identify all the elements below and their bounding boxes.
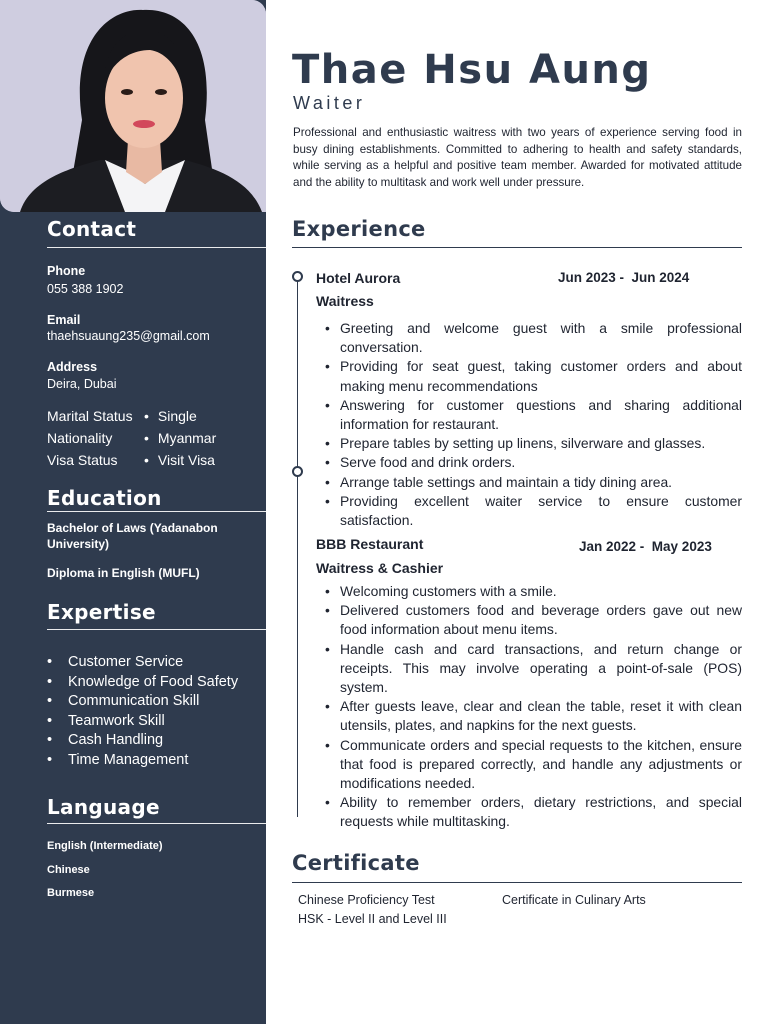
language-item: Chinese: [47, 864, 90, 876]
sidebar: [0, 0, 266, 1024]
education-item: Bachelor of Laws (Yadanabon University): [47, 521, 218, 551]
list-item: • Greeting and welcome guest with a smile professional conversation.: [340, 319, 742, 357]
list-item: • Prepare tables by setting up linens, silverware and glasses.: [340, 434, 742, 453]
list-item: • Providing excellent waiter service to ensure customer satisfaction.: [340, 492, 742, 530]
language-divider: [47, 823, 266, 824]
expertise-heading: Expertise: [47, 600, 156, 624]
list-item: • Delivered customers food and beverage orders gave out new food information about menu items.: [340, 601, 742, 639]
list-item: • After guests leave, clear and clean the table, reset it with clean utensils, plates, and napkins for the next guests.: [340, 697, 742, 735]
job-title: Waitress: [316, 293, 374, 309]
education-heading: Education: [47, 486, 162, 510]
job-duties-list: [340, 582, 742, 832]
job-duties-list: [340, 319, 742, 530]
certificate-divider: [292, 882, 742, 883]
language-item: English (Intermediate): [47, 840, 163, 852]
contact-heading: Contact: [47, 217, 137, 241]
address-label: Address: [47, 360, 98, 374]
email-label: Email: [47, 313, 81, 327]
profile-summary: Professional and enthusiastic waitress with two years of experience serving food in busy dining establishments. Committed to adhering to health and safety standards, while serving as a helpful and positive team member. Awarded for motivated attitude and the ability to multitask and work well under pressure.: [293, 126, 742, 189]
list-item: • Cash Handling: [47, 731, 238, 751]
list-item: • Providing for seat guest, taking customer orders and about making menu recommendations: [340, 357, 742, 395]
list-item: • Customer Service: [47, 653, 238, 673]
list-item: • Handle cash and card transactions, and return change or receipts. This may involve operating a point-of-sale (POS) system.: [340, 640, 742, 698]
job-dates: Jun 2023 - Jun 2024: [558, 270, 690, 285]
timeline-dot: [292, 271, 303, 282]
expertise-divider: [47, 629, 266, 630]
list-item: • Serve food and drink orders.: [340, 453, 742, 472]
timeline-dot: [292, 466, 303, 477]
expertise-list: [47, 653, 238, 770]
email-value[interactable]: thaehsuaung235@gmail.com: [47, 329, 210, 343]
language-item: Burmese: [47, 887, 95, 899]
job-dates: Jan 2022 - May 2023: [579, 539, 712, 554]
job-title: Waitress & Cashier: [316, 560, 444, 576]
list-item: • Time Management: [47, 751, 238, 771]
certificate-item: Chinese Proficiency Test: [298, 893, 435, 907]
list-item: • Arrange table settings and maintain a tidy dining area.: [340, 473, 742, 492]
timeline-line: [297, 276, 298, 817]
certificate-item: Certificate in Culinary Arts: [502, 893, 646, 907]
list-item: • Ability to remember orders, dietary restrictions, and special requests while multitasking.: [340, 793, 742, 831]
job-company: BBB Restaurant: [316, 536, 424, 552]
experience-heading: Experience: [292, 217, 426, 241]
nationality-label: Nationality: [47, 430, 113, 446]
certificate-heading: Certificate: [292, 851, 420, 875]
certificate-item: HSK - Level II and Level III: [298, 912, 447, 926]
list-item: • Teamwork Skill: [47, 712, 238, 732]
visa-status-value: • Visit Visa: [144, 452, 215, 468]
marital-status-label: Marital Status: [47, 408, 133, 424]
language-heading: Language: [47, 795, 160, 819]
candidate-name: Thae Hsu Aung: [292, 47, 652, 93]
marital-status-value: • Single: [144, 408, 197, 424]
nationality-value: • Myanmar: [144, 430, 216, 446]
job-company: Hotel Aurora: [316, 270, 401, 286]
phone-value[interactable]: 055 388 1902: [47, 282, 124, 296]
phone-label: Phone: [47, 264, 86, 278]
education-divider: [47, 511, 266, 512]
contact-divider: [47, 247, 266, 248]
experience-divider: [292, 247, 742, 248]
list-item: • Communicate orders and special requests to the kitchen, ensure that food is prepared correctly, and handle any adjustments or modifications needed.: [340, 736, 742, 794]
address-value: Deira, Dubai: [47, 377, 117, 391]
visa-status-label: Visa Status: [47, 452, 118, 468]
education-item: Diploma in English (MUFL): [47, 566, 200, 580]
profile-photo: [0, 0, 266, 212]
candidate-role: Waiter: [293, 93, 366, 113]
list-item: • Knowledge of Food Safety: [47, 673, 238, 693]
list-item: • Answering for customer questions and sharing additional information for restaurant.: [340, 396, 742, 434]
list-item: • Welcoming customers with a smile.: [340, 582, 742, 601]
list-item: • Communication Skill: [47, 692, 238, 712]
